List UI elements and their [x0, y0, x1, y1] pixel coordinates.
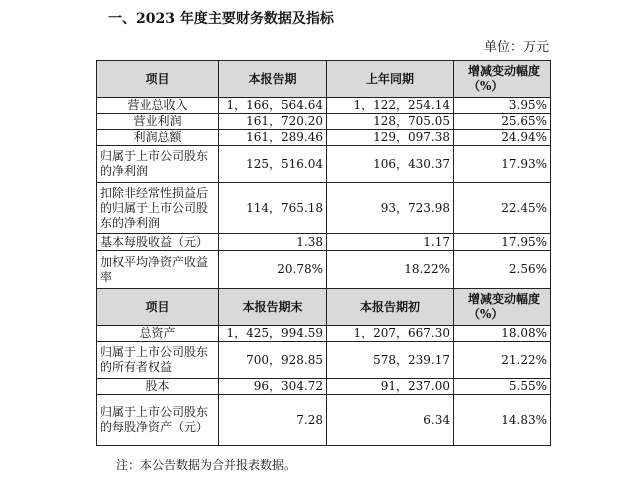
row-change: 24.94% [454, 130, 551, 146]
row-item: 归属于上市公司股东的净利润 [97, 146, 219, 183]
row-change: 17.95% [454, 234, 551, 251]
row-current: 1，425，994.59 [219, 326, 327, 342]
row-current: 125，516.04 [219, 146, 327, 183]
table-row [97, 326, 551, 342]
row-item: 基本每股收益（元） [97, 234, 219, 251]
unit-label: 单位：万元 [483, 40, 549, 55]
row-current: 114，765.18 [219, 183, 327, 234]
row-current: 7.28 [219, 395, 327, 446]
table-row [97, 114, 551, 130]
row-current: 161，289.46 [219, 130, 327, 146]
table-row [97, 183, 551, 234]
table2-header-row [97, 289, 551, 326]
row-change: 2.56% [454, 251, 551, 289]
table-row [97, 395, 551, 446]
row-prior: 91，237.00 [327, 379, 454, 395]
row-item: 扣除非经常性损益后的归属于上市公司股东的净利润 [97, 183, 219, 234]
row-change: 14.83% [454, 395, 551, 446]
row-change: 21.22% [454, 342, 551, 379]
header-item: 项目 [97, 289, 219, 326]
financial-data-table [96, 60, 551, 446]
row-prior: 18.22% [327, 251, 454, 289]
row-prior: 1，207，667.30 [327, 326, 454, 342]
header-current-period: 本报告期 [219, 61, 327, 98]
row-change: 25.65% [454, 114, 551, 130]
row-current: 1，166，564.64 [219, 98, 327, 114]
row-change: 22.45% [454, 183, 551, 234]
header-period-end: 本报告期末 [219, 289, 327, 326]
row-item: 归属于上市公司股东的所有者权益 [97, 342, 219, 379]
row-current: 161，720.20 [219, 114, 327, 130]
row-change: 3.95% [454, 98, 551, 114]
row-item: 总资产 [97, 326, 219, 342]
header-item: 项目 [97, 61, 219, 98]
row-prior: 128，705.05 [327, 114, 454, 130]
row-change: 18.08% [454, 326, 551, 342]
row-change: 5.55% [454, 379, 551, 395]
row-prior: 6.34 [327, 395, 454, 446]
row-prior: 129，097.38 [327, 130, 454, 146]
row-current: 96，304.72 [219, 379, 327, 395]
table1-header-row [97, 61, 551, 98]
header-change: 增减变动幅度（%） [454, 289, 551, 326]
table-row [97, 146, 551, 183]
row-prior: 1，122，254.14 [327, 98, 454, 114]
row-prior: 93，723.98 [327, 183, 454, 234]
table-row [97, 130, 551, 146]
row-current: 700，928.85 [219, 342, 327, 379]
row-current: 20.78% [219, 251, 327, 289]
table-row [97, 98, 551, 114]
header-change: 增减变动幅度（%） [454, 61, 551, 98]
row-change: 17.93% [454, 146, 551, 183]
row-item: 归属于上市公司股东的每股净资产（元） [97, 395, 219, 446]
footnote: 注：本公告数据为合并报表数据。 [116, 458, 297, 472]
row-prior: 578，239.17 [327, 342, 454, 379]
table-row [97, 234, 551, 251]
table-row [97, 251, 551, 289]
row-prior: 106，430.37 [327, 146, 454, 183]
row-prior: 1.17 [327, 234, 454, 251]
row-current: 1.38 [219, 234, 327, 251]
row-item: 加权平均净资产收益率 [97, 251, 219, 289]
section-title: 一、2023 年度主要财务数据及指标 [108, 11, 334, 27]
table-row [97, 379, 551, 395]
row-item: 营业总收入 [97, 98, 219, 114]
row-item: 营业利润 [97, 114, 219, 130]
table-row [97, 342, 551, 379]
header-prior-period: 上年同期 [327, 61, 454, 98]
row-item: 股本 [97, 379, 219, 395]
header-period-start: 本报告期初 [327, 289, 454, 326]
row-item: 利润总额 [97, 130, 219, 146]
